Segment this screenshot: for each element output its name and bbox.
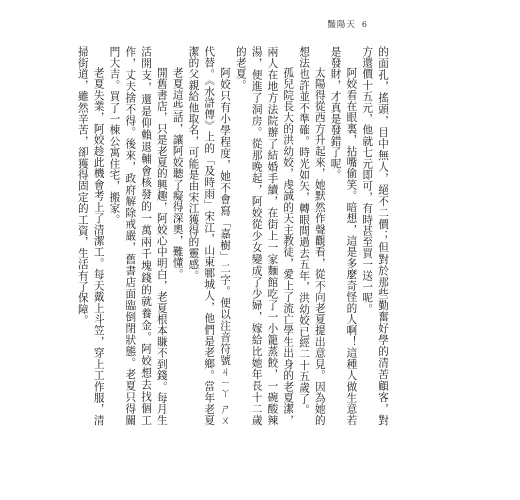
running-header <box>327 18 368 30</box>
paragraph: 太陽得從西方升起來，她默然作聲觀看，從不向老夏提出意見。因為她的想法也許並不準確。時光如矢，轉眼間過去五年，洪幼姣已經二十五歲了。 <box>298 46 326 426</box>
paragraph: 的面孔，搖頭，目中無人，絕不二價；但對於那些勤奮好學的清苦顧客，對方還價十五元，他就七元即可，有時甚至買一送一呢。 <box>361 46 389 426</box>
running-title: 豔陽天 <box>327 20 356 30</box>
vertical-text-block <box>76 46 390 427</box>
paragraph: 開舊書店，只是老夏的興趣，阿姣心中明白，老夏根本賺不到錢。每月生活開支，還是仰賴退輔會核發的一萬兩千塊錢的就養金。阿姣想去找個工作，丈夫捨不得。後來，政府解除戒嚴，舊書店面臨倒閉狀態。老夏只得關門大吉。買了一棟公寓住宅，搬家。 <box>108 46 168 426</box>
paragraph: 阿姣只有小學程度，她不會寫「嘉樹」二字。便以注音符號ㄐㄧㄚ ㄕㄨ代替。《水滸傳》上的「及時雨」宋江，山東鄆城人，他們是老鄉。當年老夏潔的父親給他取名，可能是由宋江獲得的靈感。 <box>187 46 232 427</box>
paragraph: 老夏這些話，讓阿姣聽了癡得深奧，難懂。 <box>171 67 184 280</box>
page-number: 6 <box>361 20 368 29</box>
paragraph: 孤兒院長大的洪幼姣，虔誠的天主教徒，愛上了流亡學生出身的老夏潔，兩人在地方法院辦了結婚手續，在街上一家麵館吃了一小籠蒸餃，一碗酸辣湯，便進了洞房。從那晚起，阿姣從少女變成了少婦，嫁給比她年長十二歲的老夏。 <box>234 46 295 426</box>
paragraph: 老夏失業，阿姣趁此機會考上了清潔工。每天戴上斗笠，穿上工作服，清掃街道，雖然辛苦，卻獲得固定的工資，生活有了保障。 <box>76 46 105 426</box>
paragraph: 阿姣看在眼裏，拈嘴偷笑。暗想，這是多麼奇怪的人啊！這種人做生意若是發財，才真是發錯了呢。 <box>329 46 358 426</box>
